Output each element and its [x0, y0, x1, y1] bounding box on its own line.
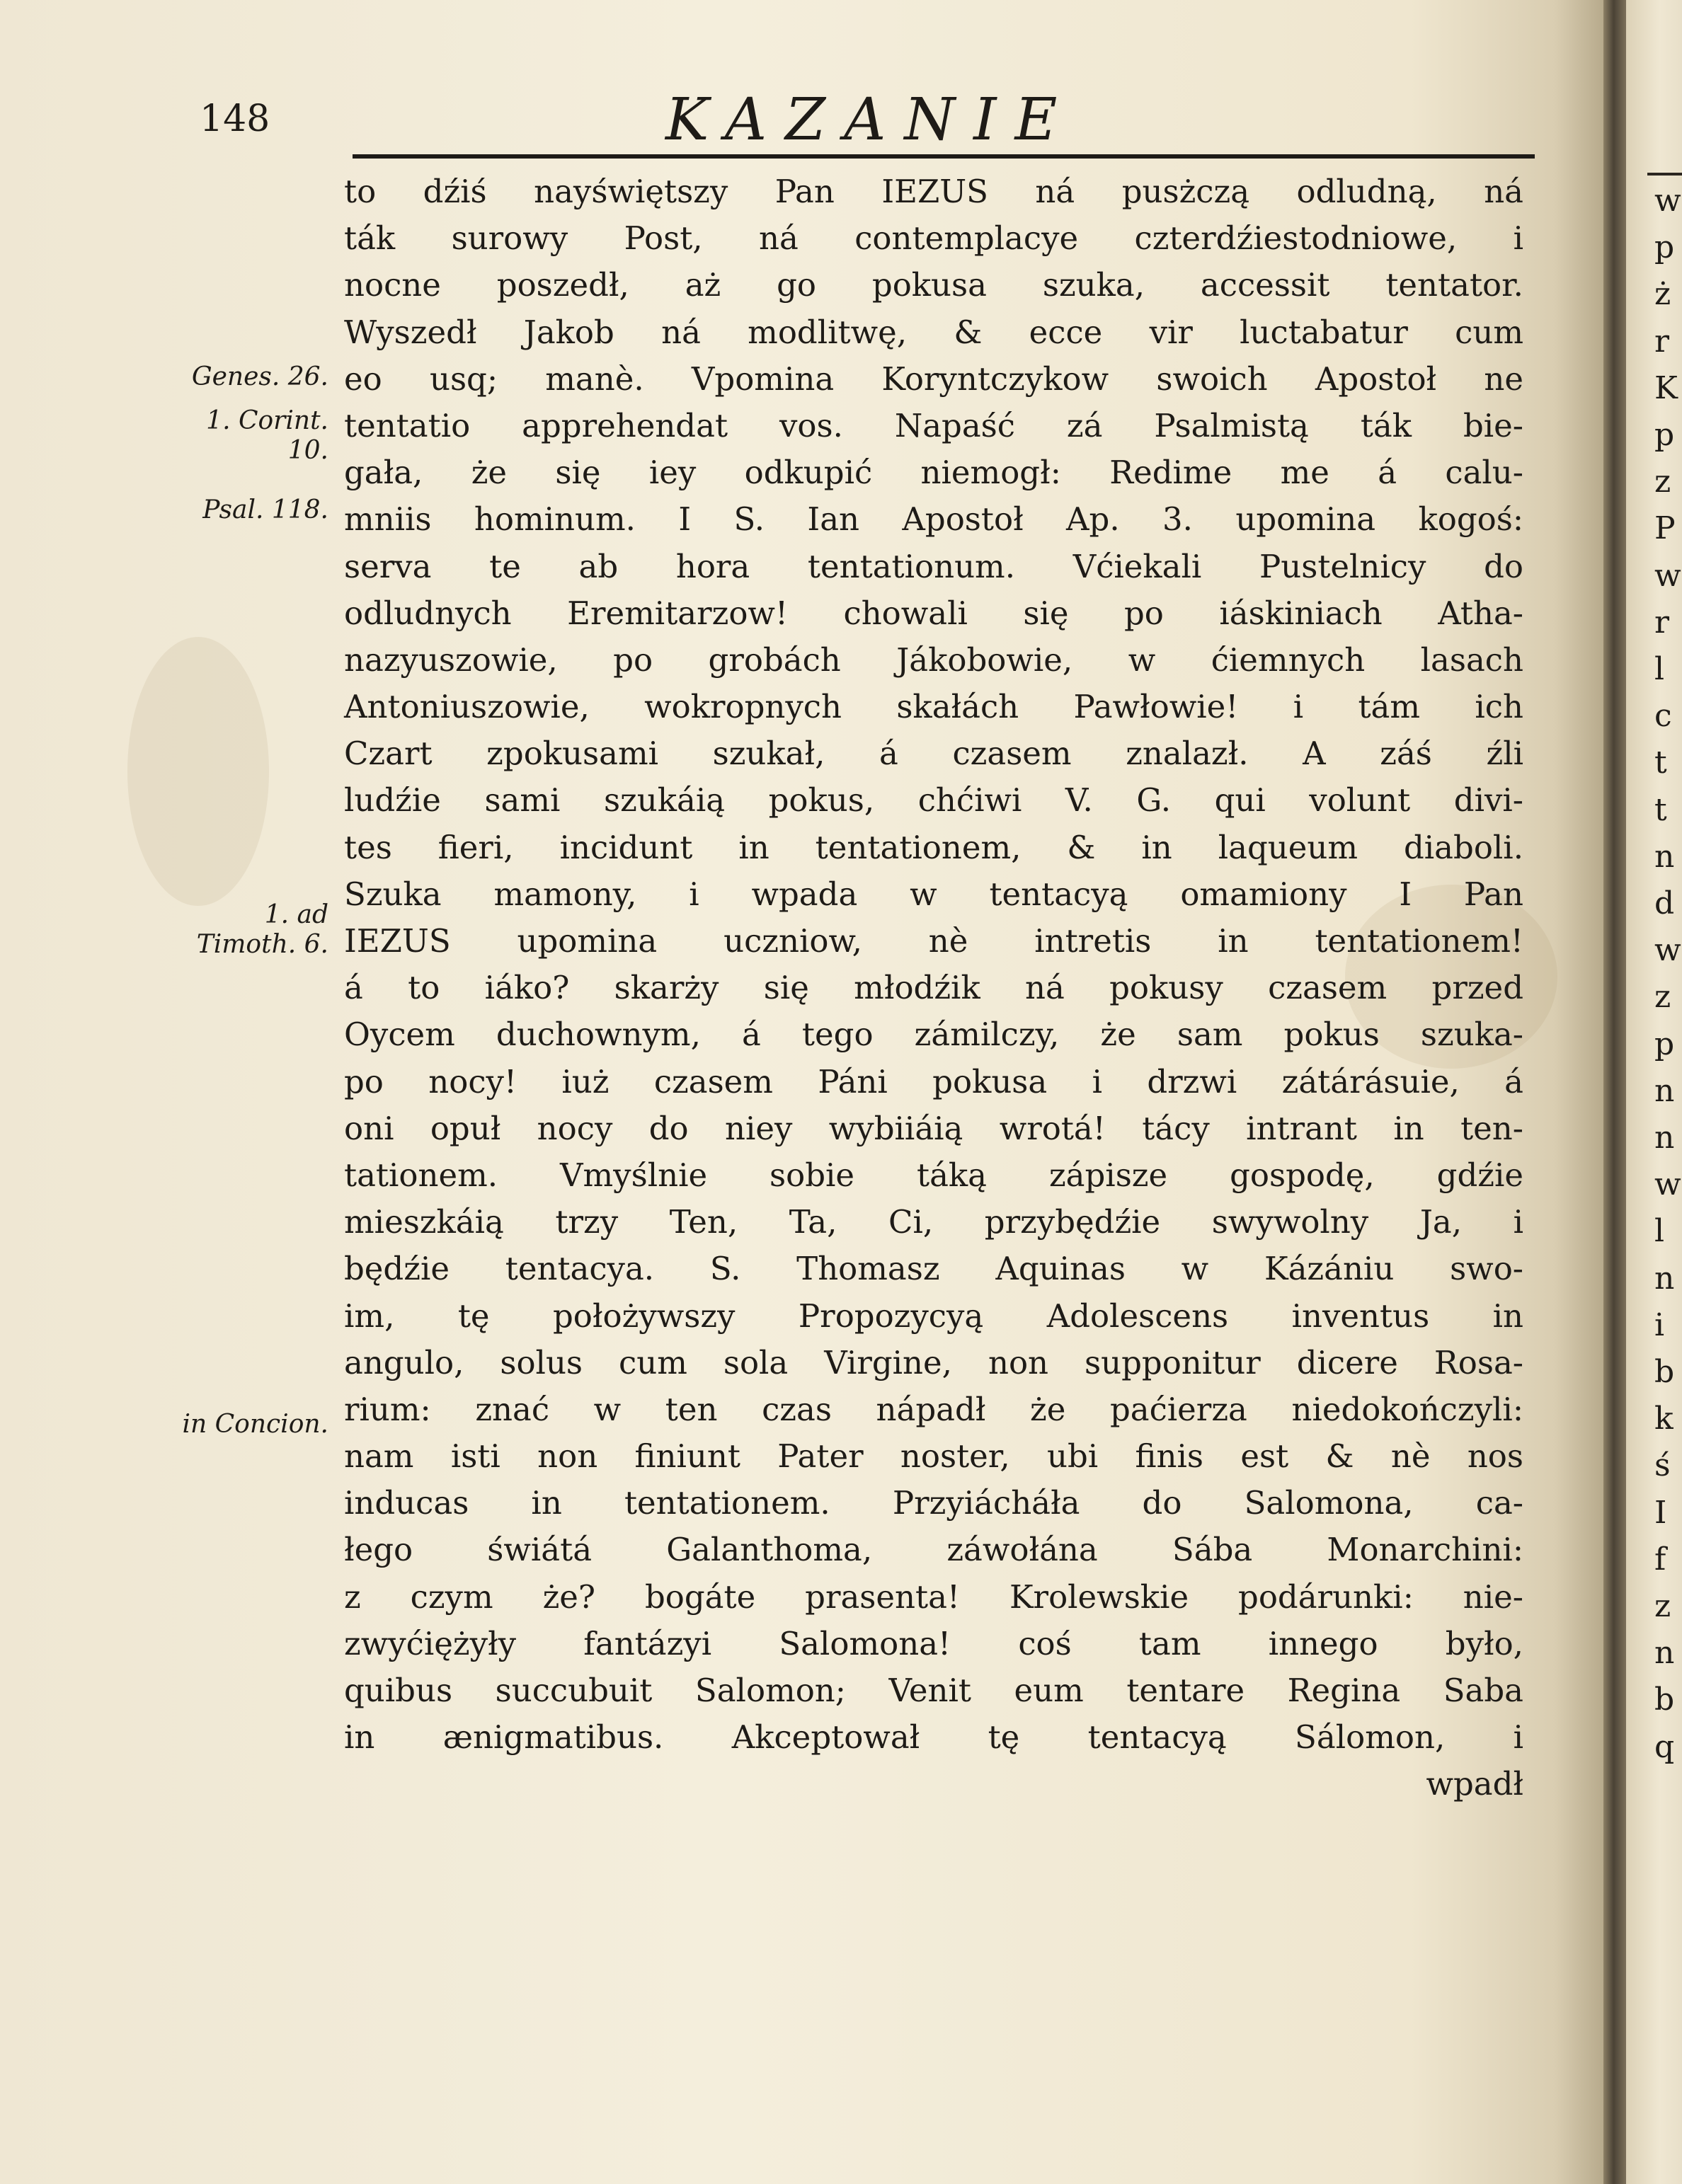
text-line: odludnych Eremitarzow! chowali się po iáskiniach Atha-	[344, 594, 1523, 632]
facing-page-letter: i	[1654, 1306, 1665, 1343]
text-line: in ænigmatibus. Akceptował tę tentacyą Sálomon, i	[344, 1718, 1523, 1757]
text-line: IEZUS upomina uczniow, nè intretis in tentationem!	[344, 922, 1523, 960]
text-line: z czym że? bogáte prasenta! Krolewskie podárunki: nie-	[344, 1577, 1523, 1616]
facing-page-letter: n	[1654, 1260, 1675, 1297]
text-line: zwyćiężyły fantázyi Salomona! coś tam innego było,	[344, 1624, 1523, 1662]
facing-page-letter: t	[1654, 791, 1667, 828]
facing-page-letter: l	[1654, 1213, 1665, 1250]
facing-page-letter: ś	[1654, 1447, 1671, 1484]
facing-page-letter: q	[1654, 1728, 1675, 1765]
facing-page-fragment	[1626, 0, 1682, 2184]
text-line: rium: znać w ten czas nápadł że paćierza niedokończyli:	[344, 1390, 1523, 1428]
text-line: Szuka mamony, i wpada w tentacyą omamiony I Pan	[344, 875, 1523, 913]
text-line: Oycem duchownym, á tego zámilczy, że sam pokus szuka-	[344, 1016, 1523, 1054]
margin-note-timothy: 1. ad Timoth. 6.	[196, 900, 328, 959]
facing-page-letter: n	[1654, 1120, 1675, 1156]
facing-page-letter: b	[1654, 1682, 1675, 1718]
text-line: serva te ab hora tentationum. Vćiekali Pustelnicy do	[344, 547, 1523, 585]
facing-page-letter: b	[1654, 1354, 1675, 1390]
text-line: nocne poszedł, aż go pokusa szuka, accessit tentator.	[344, 266, 1523, 304]
text-line: ták surowy Post, ná contemplacye czterdźiestodniowe, i	[344, 219, 1523, 258]
text-line: Czart zpokusami szukał, á czasem znalazł. A záś źli	[344, 735, 1523, 773]
margin-note-corinthians: 1. Corint. 10.	[206, 406, 328, 465]
book-gutter	[1603, 0, 1626, 2184]
margin-note-concion: in Concion.	[182, 1410, 328, 1439]
facing-page-letter: r	[1654, 604, 1670, 640]
sermon-text	[344, 168, 1523, 1808]
page-number: 148	[200, 98, 270, 140]
header-rule	[353, 154, 1535, 159]
facing-page-letter: p	[1654, 417, 1675, 453]
catchword: wpadł	[1426, 1765, 1523, 1803]
text-line: á to iáko? skarży się młodźik ná pokusy czasem przed	[344, 969, 1523, 1007]
facing-page-letter: t	[1654, 745, 1667, 781]
text-line: tes fieri, incidunt in tentationem, & in laqueum diaboli.	[344, 828, 1523, 866]
facing-page-letter: w	[1654, 932, 1681, 969]
text-line: łego świátá Galanthoma, záwołána Sába Monarchini:	[344, 1531, 1523, 1569]
facing-page-letter: K	[1654, 369, 1678, 406]
facing-page-rule	[1647, 173, 1682, 176]
text-line: mniis hominum. I S. Ian Apostoł Ap. 3. upomina kogoś:	[344, 500, 1523, 539]
text-line: tentatio apprehendat vos. Napaść zá Psalmistą ták bie-	[344, 406, 1523, 444]
text-line: angulo, solus cum sola Virgine, non supponitur dicere Rosa-	[344, 1343, 1523, 1381]
facing-page-letter: w	[1654, 183, 1681, 219]
facing-page-letter: z	[1654, 979, 1671, 1016]
facing-page-letter: I	[1654, 1494, 1667, 1531]
facing-page-letter: d	[1654, 885, 1675, 921]
facing-page-letter: f	[1654, 1541, 1666, 1577]
facing-page-letter: l	[1654, 651, 1665, 687]
text-line: inducas in tentationem. Przyiácháła do Salomona, ca-	[344, 1484, 1523, 1522]
facing-page-letter: z	[1654, 1588, 1671, 1624]
facing-page-letter: p	[1654, 229, 1675, 266]
text-line: Wyszedł Jakob ná modlitwę, & ecce vir luctabatur cum	[344, 313, 1523, 351]
facing-page-letter: r	[1654, 323, 1670, 360]
facing-page-letter: w	[1654, 557, 1681, 594]
text-line: eo usq; manè. Vpomina Koryntczykow swoich Apostoł ne	[344, 360, 1523, 398]
running-title: KAZANIE	[665, 86, 1076, 154]
text-line: im, tę położywszy Propozycyą Adolescens inventus in	[344, 1297, 1523, 1335]
margin-note-genesis: Genes. 26.	[191, 362, 328, 391]
text-line: będźie tentacya. S. Thomasz Aquinas w Kázániu swo-	[344, 1250, 1523, 1288]
text-line: ludźie sami szukáią pokus, chćiwi V. G. qui volunt divi-	[344, 781, 1523, 820]
text-line: to dźiś nayświętszy Pan IEZUS ná pusżczą odludną, ná	[344, 173, 1523, 210]
text-line: Antoniuszowie, wokropnych skałách Pawłowie! i tám ich	[344, 688, 1523, 726]
facing-page-letter: n	[1654, 838, 1675, 875]
facing-page-letter: c	[1654, 698, 1672, 735]
margin-note-psalm: Psal. 118.	[202, 495, 328, 524]
text-line: nazyuszowie, po grobách Jákobowie, w ćiemnych lasach	[344, 640, 1523, 679]
text-line: gała, że się iey odkupić niemogł: Redime me á calu-	[344, 454, 1523, 492]
text-line: quibus succubuit Salomon; Venit eum tentare Regina Saba	[344, 1672, 1523, 1709]
text-line: po nocy! iuż czasem Páni pokusa i drzwi zátárásuie, á	[344, 1062, 1523, 1100]
text-line: nam isti non finiunt Pater noster, ubi finis est & nè nos	[344, 1437, 1523, 1476]
text-line: tationem. Vmyślnie sobie táką zápisze gospodę, gdźie	[344, 1156, 1523, 1194]
facing-page-letter: w	[1654, 1166, 1681, 1203]
facing-page-letter: k	[1654, 1401, 1674, 1437]
facing-page-letter: P	[1654, 510, 1676, 547]
paper-stain	[127, 637, 269, 906]
facing-page-letter: n	[1654, 1635, 1675, 1672]
text-line: mieszkáią trzy Ten, Ta, Ci, przybędźie swywolny Ja, i	[344, 1203, 1523, 1241]
facing-page-letter: n	[1654, 1072, 1675, 1109]
facing-page-letter: p	[1654, 1025, 1675, 1062]
facing-page-letter: z	[1654, 464, 1671, 500]
text-line: oni opuł nocy do niey wybiiáią wrotá! tácy intrant in ten-	[344, 1109, 1523, 1147]
facing-page-letter: ż	[1654, 276, 1671, 313]
